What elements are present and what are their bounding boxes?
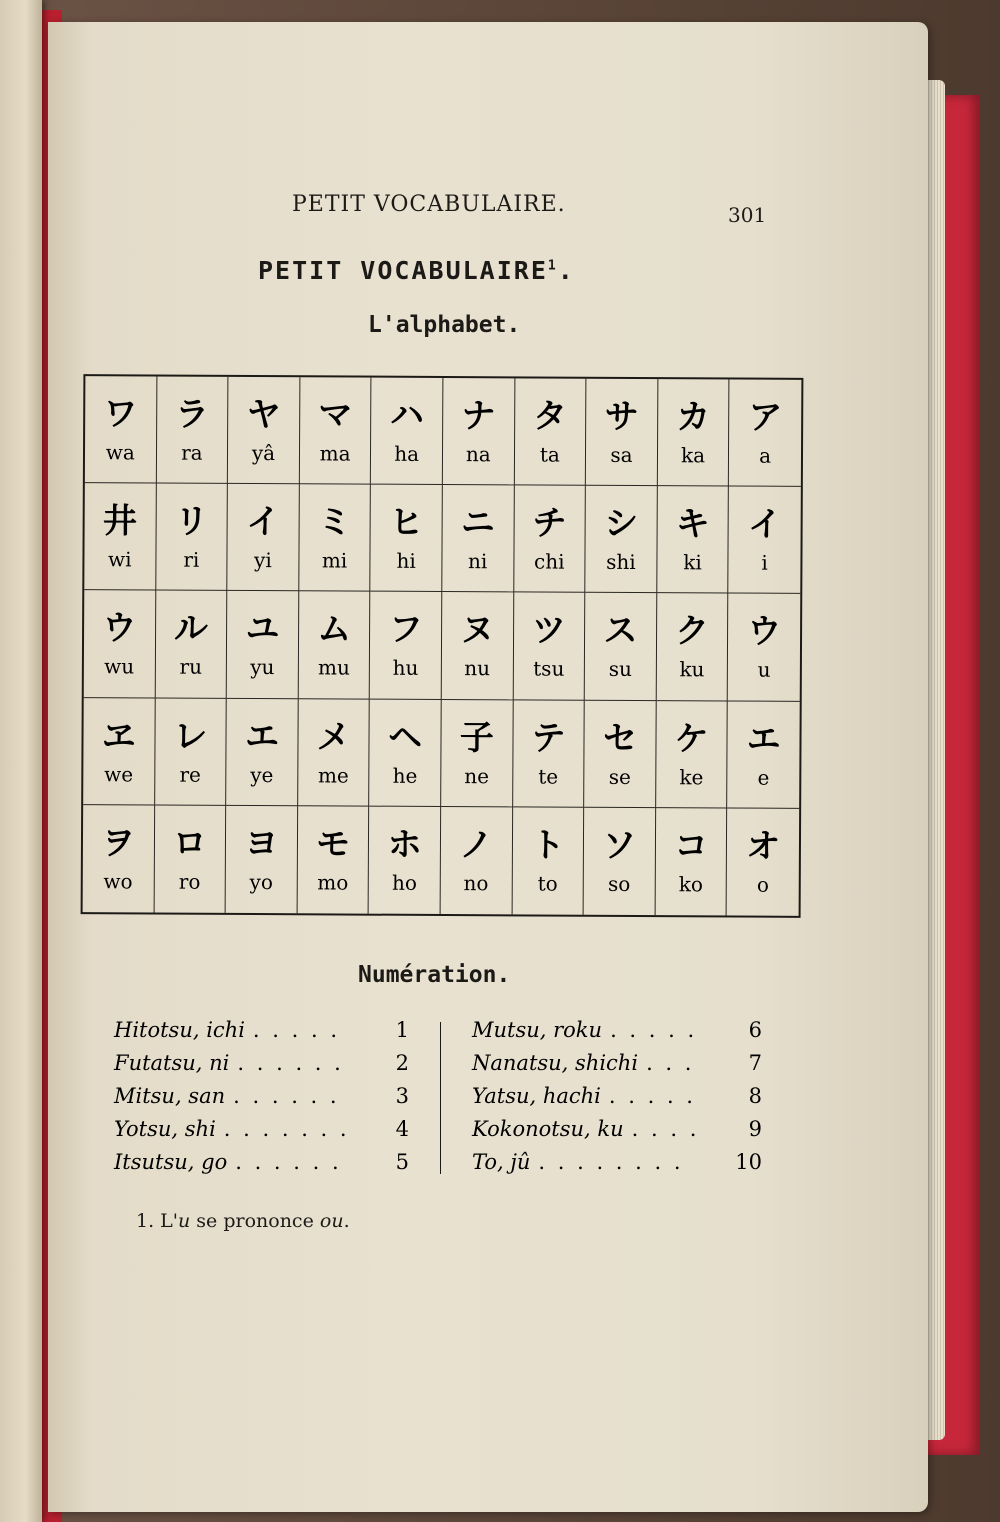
kana-character: キ [675,504,710,545]
kana-cell [442,592,514,700]
kana-character: ツ [531,610,567,652]
kana-character: ラ [174,394,210,435]
kana-character: サ [604,396,639,438]
kana-character: ミ [317,502,352,543]
numeration-row [472,1018,772,1051]
kana-cell [84,483,156,591]
numeration-right-column [472,1018,772,1183]
number-word: Kokonotsu, ku [472,1117,624,1141]
kana-character: 子 [459,717,494,758]
running-head: PETIT VOCABULAIRE. [292,192,566,217]
kana-romaji: yo [249,870,273,895]
kana-character: ヲ [101,823,136,864]
kana-romaji: yi [254,548,272,573]
leader-dots: . . . . . [610,1018,698,1042]
kana-cell [729,380,801,488]
footnote-middle: se prononce [190,1210,320,1232]
kana-cell [514,378,586,486]
kana-character: ヨ [244,824,279,865]
main-title-text: PETIT VOCABULAIRE [258,256,548,285]
kana-character: ロ [172,823,207,865]
numeration-left-column [114,1018,414,1183]
kana-cell [297,806,369,914]
number-value: 4 [395,1117,409,1141]
number-value: 7 [748,1051,762,1075]
numeration-row [472,1084,772,1117]
kana-cell [226,806,298,914]
kana-romaji: nu [464,656,491,681]
kana-character: ソ [602,826,637,867]
kana-character: ル [173,609,209,650]
kana-romaji: ki [683,550,702,575]
numeration-row [472,1117,772,1150]
kana-character: イ [246,502,281,543]
kana-romaji: ko [678,872,703,897]
kana-cell [514,486,586,594]
kana-romaji: wu [104,654,135,679]
kana-cell [83,698,155,806]
number-value: 5 [395,1150,409,1174]
number-value: 3 [395,1084,409,1108]
kana-romaji: wa [105,440,135,465]
kana-romaji: mu [317,655,350,681]
kana-character: カ [676,397,711,438]
kana-cell [156,484,228,592]
kana-romaji: to [537,871,558,896]
kana-cell [442,485,514,593]
numeration-row [114,1117,414,1150]
kana-character: セ [602,718,638,759]
kana-cell [155,591,227,699]
numeration-row [114,1051,414,1084]
kana-romaji: hu [392,656,419,681]
kana-character: レ [173,716,208,757]
kana-cell [655,808,727,916]
kana-romaji: te [538,764,559,789]
kana-romaji: hi [396,549,416,574]
kana-cell [584,808,656,916]
kana-romaji: ne [464,763,490,788]
kana-romaji: we [104,761,134,787]
kana-character: ケ [674,718,709,760]
number-word: Yotsu, shi [114,1117,216,1141]
kana-romaji: shi [606,550,636,575]
kana-cell [441,807,513,915]
kana-character: タ [532,396,568,437]
kana-cell [370,699,442,807]
kana-character: ウ [747,612,782,653]
kana-cell [227,484,299,592]
number-value: 8 [748,1084,762,1108]
number-value: 6 [748,1018,762,1042]
kana-character: 井 [102,501,138,542]
kana-character: メ [316,717,351,758]
kana-character: ヌ [460,610,495,651]
numeration-row [472,1150,772,1183]
kana-romaji: ke [679,764,704,790]
kana-character: ク [675,611,710,652]
kana-cell [443,378,515,486]
kana-character: チ [532,503,567,544]
leader-dots: . . . . . . . [223,1117,350,1141]
kana-cell [369,806,441,914]
number-word: Itsutsu, go [114,1150,228,1174]
kana-character: ヤ [246,395,281,436]
kana-romaji: o [756,873,770,898]
footnote-ou: ou [319,1210,344,1232]
main-title [258,256,575,285]
kana-romaji: ra [181,440,203,465]
kana-character: ヱ [101,715,136,757]
kana-table [81,374,804,918]
kana-character: ノ [459,825,494,866]
kana-cell [728,594,800,702]
kana-cell [156,377,228,485]
footnote-u: u [178,1210,191,1232]
kana-romaji: mi [321,548,348,573]
kana-cell [85,376,157,484]
kana-romaji: yu [250,655,275,680]
kana-cell [512,807,584,915]
kana-character: ヒ [389,503,424,544]
kana-character: ト [530,825,565,867]
kana-romaji: na [465,442,491,467]
kana-character: フ [388,610,423,651]
kana-character: ス [603,611,638,652]
column-divider [440,1022,441,1174]
kana-cell [155,698,227,806]
number-value: 1 [395,1018,409,1042]
leader-dots: . . . . . . [235,1150,342,1174]
kana-character: ワ [103,394,138,435]
kana-character: ナ [461,396,496,437]
footnote-prefix: 1. L' [136,1210,179,1232]
kana-romaji: i [761,550,768,575]
kana-character: シ [604,504,639,545]
leader-dots: . . . . . . [237,1051,344,1075]
kana-character: オ [746,826,781,868]
kana-character: ハ [389,395,424,436]
kana-romaji: he [392,763,418,788]
leader-dots: . . . . . . [233,1084,340,1108]
kana-character: エ [244,716,280,757]
kana-character: イ [747,504,782,546]
kana-cell [371,378,443,486]
footnote [136,1210,350,1232]
numeration-row [114,1084,414,1117]
kana-romaji: ro [178,870,201,895]
kana-cell [300,377,372,485]
kana-cell [657,594,729,702]
kana-character: ニ [460,503,496,544]
kana-character: リ [174,501,209,543]
kana-cell [154,805,226,913]
kana-character: ア [748,397,783,438]
footnote-end: . [343,1210,350,1232]
kana-romaji: ku [679,657,705,682]
kana-cell [84,591,156,699]
kana-character: マ [318,395,353,436]
kana-romaji: u [757,658,771,683]
kana-character: コ [673,826,709,867]
kana-romaji: so [608,872,631,897]
kana-romaji: wo [103,869,133,894]
page-number: 301 [728,203,767,227]
kana-romaji: chi [534,549,565,574]
number-word: Nanatsu, shichi [472,1051,639,1075]
kana-cell [727,808,799,916]
kana-cell [657,486,729,594]
number-word: Futatsu, ni [114,1051,230,1075]
number-word: Yatsu, hachi [472,1084,601,1108]
kana-character: ヘ [388,717,423,758]
numeration-row [114,1150,414,1183]
kana-romaji: sa [610,442,633,468]
kana-cell [441,700,513,808]
kana-romaji: ni [468,549,488,574]
kana-cell [298,699,370,807]
numeration-row [472,1051,772,1084]
number-word: To, jû [472,1150,531,1174]
section-subtitle-alphabet: L'alphabet. [368,312,521,338]
kana-romaji: ta [539,442,560,467]
kana-cell [228,377,300,485]
number-word: Hitotsu, ichi [114,1018,245,1042]
number-value: 10 [735,1150,762,1174]
kana-cell [513,593,585,701]
kana-character: テ [531,718,566,759]
kana-romaji: ho [391,871,417,896]
kana-romaji: se [608,764,631,789]
kana-cell [513,700,585,808]
kana-romaji: tsu [533,656,565,682]
kana-character: ウ [102,608,137,649]
kana-cell [584,700,656,808]
kana-cell [83,805,155,913]
kana-cell [299,484,371,592]
kana-romaji: su [608,657,633,682]
kana-cell [226,698,298,806]
leader-dots: . . . [646,1051,695,1075]
kana-character: ム [317,609,352,651]
leader-dots: . . . . . [608,1084,696,1108]
kana-romaji: ri [183,547,200,573]
kana-cell [585,486,657,594]
kana-romaji: me [317,763,349,788]
kana-character: エ [746,719,781,760]
kana-romaji: no [463,871,489,896]
kana-romaji: ma [319,441,351,466]
kana-cell [729,487,801,595]
main-title-period: . [557,256,575,285]
kana-romaji: ka [681,443,706,468]
leader-dots: . . . . [631,1117,700,1141]
kana-character: ホ [387,825,422,866]
leader-dots: . . . . . . . . [538,1150,684,1174]
number-word: Mitsu, san [114,1084,226,1108]
kana-cell [728,701,800,809]
kana-cell [370,592,442,700]
numeration-row [114,1018,414,1051]
kana-romaji: ru [179,655,203,680]
kana-character: ユ [245,609,280,650]
number-value: 9 [748,1117,762,1141]
kana-romaji: re [179,762,201,787]
footnote-mark: 1 [547,258,558,274]
kana-cell [227,591,299,699]
kana-romaji: e [757,765,770,790]
section-title-numeration: Numération. [358,962,511,988]
previous-page-edge [0,0,42,1522]
kana-romaji: ha [394,441,420,466]
kana-cell [371,485,443,593]
kana-cell [658,379,730,487]
kana-cell [299,592,371,700]
kana-character: モ [315,824,351,865]
kana-cell [656,701,728,809]
kana-romaji: wi [107,547,132,572]
number-word: Mutsu, roku [472,1018,603,1042]
kana-romaji: yâ [251,441,276,466]
kana-cell [585,593,657,701]
kana-romaji: a [759,443,772,468]
kana-romaji: ye [250,762,274,787]
leader-dots: . . . . . [252,1018,340,1042]
number-value: 2 [395,1051,409,1075]
kana-romaji: mo [317,870,349,895]
kana-cell [586,379,658,487]
